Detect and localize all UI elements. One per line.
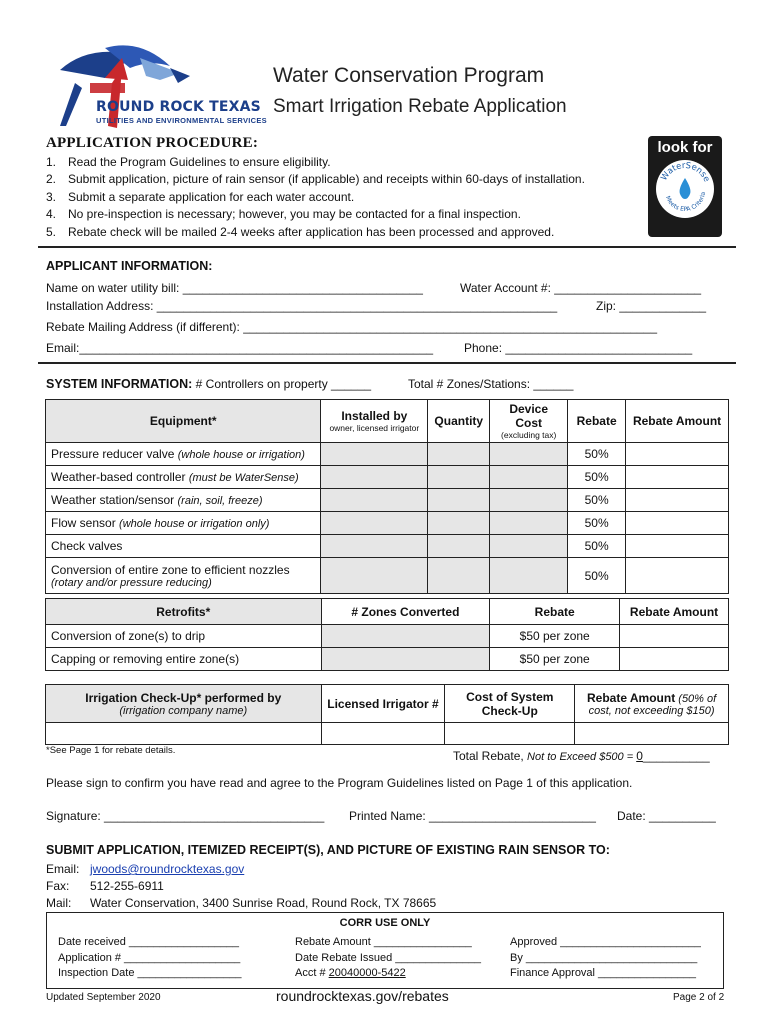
procedure-heading: APPLICATION PROCEDURE: [46, 135, 259, 151]
equipment-table [45, 399, 729, 594]
submit-heading: SUBMIT APPLICATION, ITEMIZED RECEIPT(S), AND PICTURE OF EXISTING RAIN SENSOR TO: [46, 843, 610, 857]
th-equipment: Equipment* [46, 400, 321, 443]
th-zones-converted: # Zones Converted [321, 599, 490, 625]
th-retrofit-rebate: Rebate [490, 599, 620, 625]
footer-updated: Updated September 2020 [46, 992, 161, 1003]
rebate-amount-input[interactable] [620, 648, 729, 671]
phone-field[interactable]: Phone: ____________________________ [464, 341, 693, 355]
total-rebate-value[interactable]: 0 [636, 749, 643, 763]
corr-heading: CORR USE ONLY [339, 917, 431, 929]
th-rebate-amount: Rebate Amount [626, 400, 729, 443]
table-row: Conversion of zone(s) to drip $50 per zone [46, 625, 729, 648]
water-drop-icon [656, 160, 714, 218]
table-row [46, 723, 729, 745]
signature-field[interactable]: Signature: _________________________________ [46, 809, 325, 823]
table-row: Weather-based controller (must be WaterSense) 50% [46, 466, 729, 489]
irrigator-input[interactable] [321, 723, 445, 745]
company-input[interactable] [46, 723, 322, 745]
footer-url[interactable]: roundrocktexas.gov/rebates [276, 988, 449, 1004]
submit-contacts: Email: jwoods@roundrocktexas.gov Fax: 512-255-6911 Mail: Water Conservation, 3400 Sunrise Road, Round Rock, TX 78665 [46, 862, 437, 910]
applicant-heading: APPLICANT INFORMATION: [46, 259, 213, 273]
watersense-badge [648, 136, 722, 237]
list-item: 2. Submit application, picture of rain sensor (if applicable) and receipts within 60-days of installation. [46, 172, 585, 187]
badge-brand: WaterSense [659, 160, 712, 184]
table-row: Conversion of entire zone to efficient nozzles (rotary and/or pressure reducing) 50% [46, 558, 729, 594]
cost-input[interactable] [445, 723, 575, 745]
badge-look-for: look for [657, 139, 713, 156]
fax-number: 512-255-6911 [90, 879, 164, 893]
page-subtitle: Smart Irrigation Rebate Application [273, 96, 567, 117]
checkup-table [45, 684, 729, 745]
confirm-text: Please sign to confirm you have read and agree to the Program Guidelines listed on Page 1 of this application. [46, 776, 633, 790]
badge-ring: Meets EPA Criteria [663, 191, 708, 214]
printed-name-field[interactable]: Printed Name: _________________________ [349, 809, 596, 823]
table-row: Weather station/sensor (rain, soil, freeze) 50% [46, 489, 729, 512]
table-row: Flow sensor (whole house or irrigation only) 50% [46, 512, 729, 535]
zip-field[interactable]: Zip: _____________ [596, 299, 707, 313]
table-row: Check valves 50% [46, 535, 729, 558]
mail-address: Water Conservation, 3400 Sunrise Road, Round Rock, TX 78665 [90, 896, 437, 910]
divider [38, 246, 736, 248]
rebate-amount-input[interactable] [626, 489, 729, 512]
th-licensed-irrigator: Licensed Irrigator # [321, 685, 445, 723]
th-retrofit-rebate-amount: Rebate Amount [620, 599, 729, 625]
corr-col-2: Rebate Amount ________________ Date Rebate Issued ______________ Acct # 20040000-5422 [295, 936, 481, 979]
table-row: Pressure reducer valve (whole house or irrigation) 50% [46, 443, 729, 466]
total-rebate: Total Rebate, Not to Exceed $500 = 0__________ [453, 749, 710, 763]
logo-subtext: UTILITIES AND ENVIRONMENTAL SERVICES [96, 116, 267, 125]
corr-col-3: Approved _______________________ By ____________________________ Finance Approval ________________ [510, 936, 701, 979]
rebate-amount-input[interactable] [626, 466, 729, 489]
list-item: 3. Submit a separate application for each water account. [46, 189, 355, 204]
list-item: 5. Rebate check will be mailed 2-4 weeks after application has been processed and approved. [46, 224, 555, 239]
footer-page: Page 2 of 2 [673, 992, 725, 1003]
procedure-list [46, 154, 585, 241]
system-heading: SYSTEM INFORMATION: [46, 377, 193, 391]
mailing-address-field[interactable]: Rebate Mailing Address (if different): ______________________________________________________________ [46, 320, 657, 334]
th-installed-by: Installed by owner, licensed irrigator [321, 400, 428, 443]
divider [38, 362, 736, 364]
table-row: Capping or removing entire zone(s) $50 per zone [46, 648, 729, 671]
system-info-line [46, 377, 371, 391]
email-field[interactable]: Email:_____________________________________________________ [46, 341, 434, 355]
rebate-amount-input[interactable] [620, 625, 729, 648]
email-link[interactable]: jwoods@roundrocktexas.gov [90, 862, 245, 876]
see-page-note: *See Page 1 for rebate details. [46, 745, 176, 756]
page-title: Water Conservation Program [273, 64, 545, 87]
retrofit-table [45, 598, 729, 671]
th-checkup-rebate-amount: Rebate Amount (50% of cost, not exceeding $150) [575, 685, 729, 723]
address-field[interactable]: Installation Address: ____________________________________________________________ [46, 299, 558, 313]
th-checkup: Irrigation Check-Up* performed by (irrigation company name) [46, 685, 322, 723]
rebate-amount-input[interactable] [626, 512, 729, 535]
rebate-amount-input[interactable] [575, 723, 729, 745]
corr-use-box [46, 912, 724, 989]
th-retrofits: Retrofits* [46, 599, 322, 625]
name-field[interactable]: Name on water utility bill: ____________________________________ [46, 281, 423, 295]
th-cost-checkup: Cost of System Check-Up [445, 685, 575, 723]
zones-field[interactable]: Total # Zones/Stations: ______ [408, 377, 574, 391]
rebate-amount-input[interactable] [626, 558, 729, 594]
logo-text: ROUND ROCK TEXAS [96, 99, 261, 115]
corr-col-1: Date received __________________ Application # ___________________ Inspection Date _________________ [58, 936, 242, 979]
acct-number: 20040000-5422 [328, 967, 406, 979]
rebate-amount-input[interactable] [626, 535, 729, 558]
th-quantity: Quantity [428, 400, 490, 443]
list-item: 1. Read the Program Guidelines to ensure eligibility. [46, 155, 331, 169]
controllers-field[interactable]: # Controllers on property ______ [195, 377, 372, 391]
rebate-amount-input[interactable] [626, 443, 729, 466]
list-item: 4. No pre-inspection is necessary; however, you may be contacted for a final inspection. [46, 207, 521, 222]
th-device-cost: Device Cost (excluding tax) [490, 400, 568, 443]
watersense-circle [656, 160, 714, 218]
th-rebate: Rebate [568, 400, 626, 443]
date-field[interactable]: Date: __________ [617, 809, 716, 823]
account-field[interactable]: Water Account #: ______________________ [460, 281, 702, 295]
